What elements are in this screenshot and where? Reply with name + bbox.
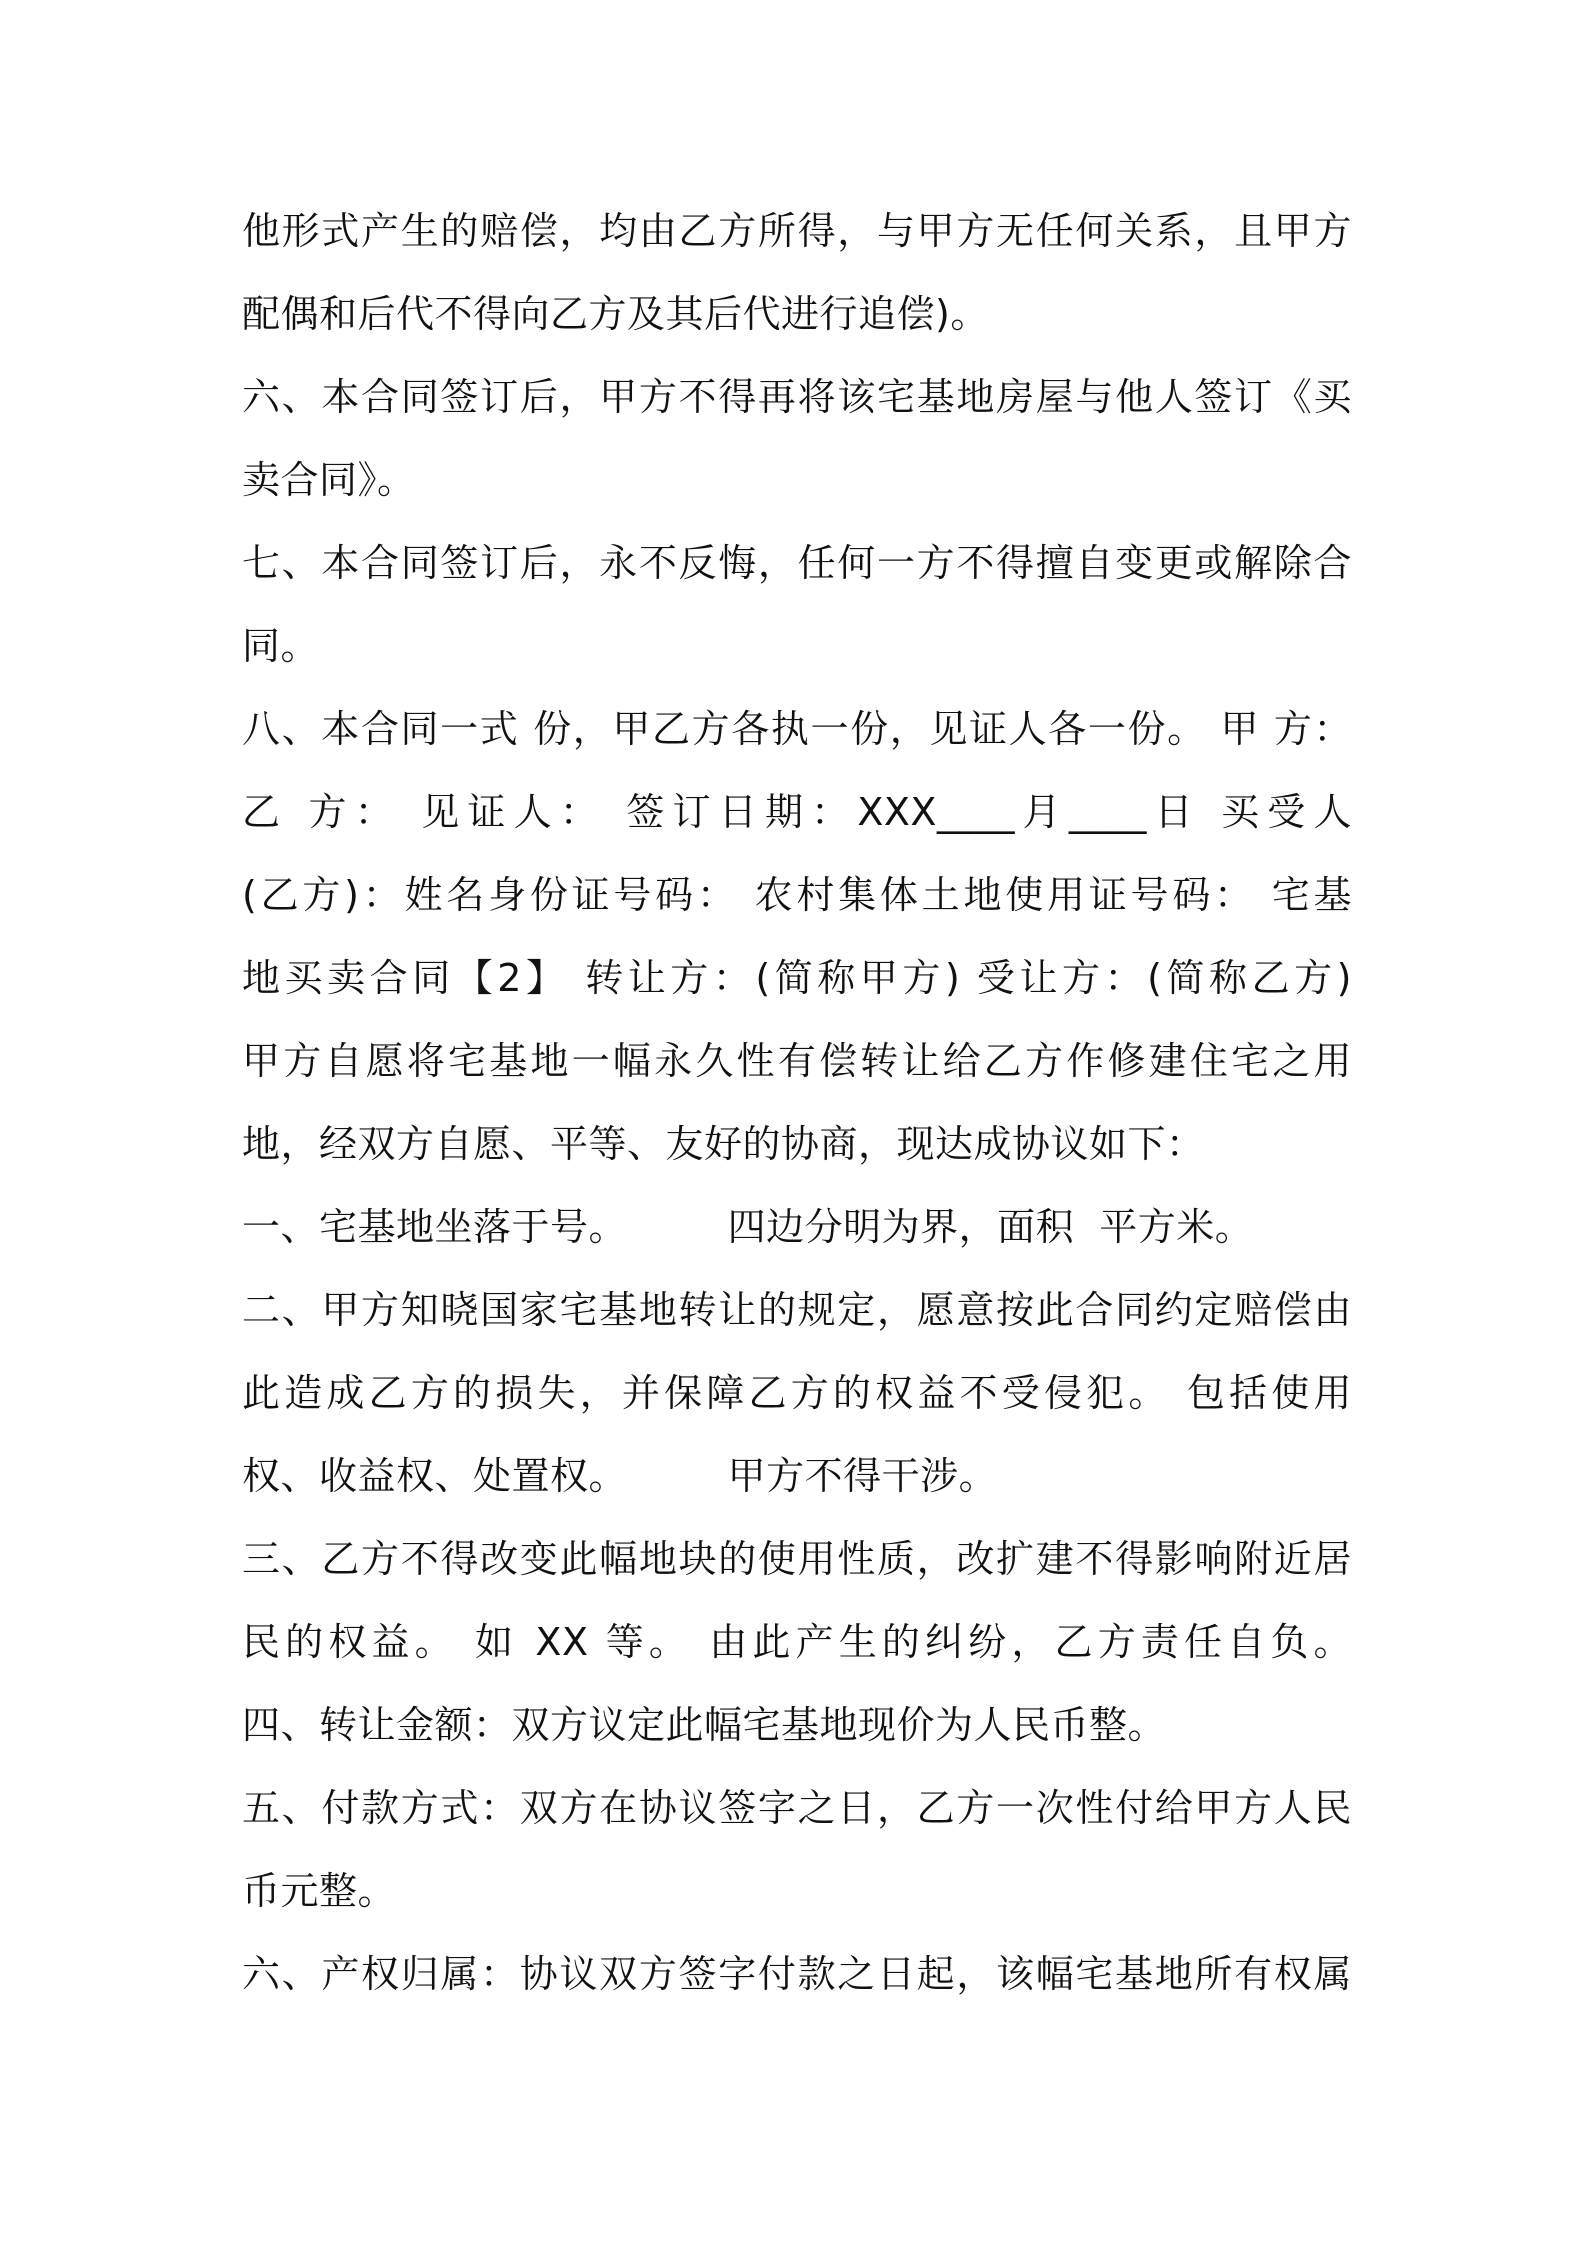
document-line: 同。 xyxy=(242,624,320,668)
document-line: 卖合同》。 xyxy=(242,458,416,502)
document-line: 他形式产生的赔偿，均由乙方所得，与甲方无任何关系，且甲方 xyxy=(242,209,1352,253)
document-line: 四、转让金额：双方议定此幅宅基地现价为人民币整。 xyxy=(242,1703,1167,1747)
document-line: 权、收益权、处置权。 甲方不得干涉。 xyxy=(242,1454,998,1498)
document-line: 七、本合同签订后，永不反悔，任何一方不得擅自变更或解除合 xyxy=(242,541,1352,585)
document-line: 六、本合同签订后，甲方不得再将该宅基地房屋与他人签订《买 xyxy=(242,375,1352,419)
document-line: 八、本合同一式 份，甲乙方各执一份，见证人各一份。 甲 方： xyxy=(242,707,1352,751)
document-line: 此造成乙方的损失，并保障乙方的权益不受侵犯。 包括使用 xyxy=(242,1371,1352,1415)
document-line: 六、产权归属：协议双方签字付款之日起，该幅宅基地所有权属 xyxy=(242,1952,1352,1996)
document-line: 三、乙方不得改变此幅地块的使用性质，改扩建不得影响附近居 xyxy=(242,1537,1352,1581)
document-line: 币元整。 xyxy=(242,1869,397,1913)
document-line: 乙 方： 见证人： 签订日期：XXX____月____日 买受人 xyxy=(242,790,1352,834)
document-line: 地，经双方自愿、平等、友好的协商，现达成协议如下： xyxy=(242,1122,1205,1166)
document-line: 一、宅基地坐落于号。 四边分明为界，面积 平方米。 xyxy=(242,1205,1254,1249)
document-line: 五、付款方式：双方在协议签字之日，乙方一次性付给甲方人民 xyxy=(242,1786,1352,1830)
document-line: 地买卖合同【2】 转让方：(简称甲方) 受让方：(简称乙方) xyxy=(242,956,1352,1000)
document-line: 甲方自愿将宅基地一幅永久性有偿转让给乙方作修建住宅之用 xyxy=(242,1039,1352,1083)
document-line: 配偶和后代不得向乙方及其后代进行追偿)。 xyxy=(242,292,989,336)
document-body xyxy=(242,190,1352,2016)
document-line: 民的权益。 如 XX 等。 由此产生的纠纷，乙方责任自负。 xyxy=(242,1620,1352,1664)
document-line: 二、甲方知晓国家宅基地转让的规定，愿意按此合同约定赔偿由 xyxy=(242,1288,1352,1332)
document-line: (乙方)：姓名身份证号码： 农村集体土地使用证号码： 宅基 xyxy=(242,873,1352,917)
